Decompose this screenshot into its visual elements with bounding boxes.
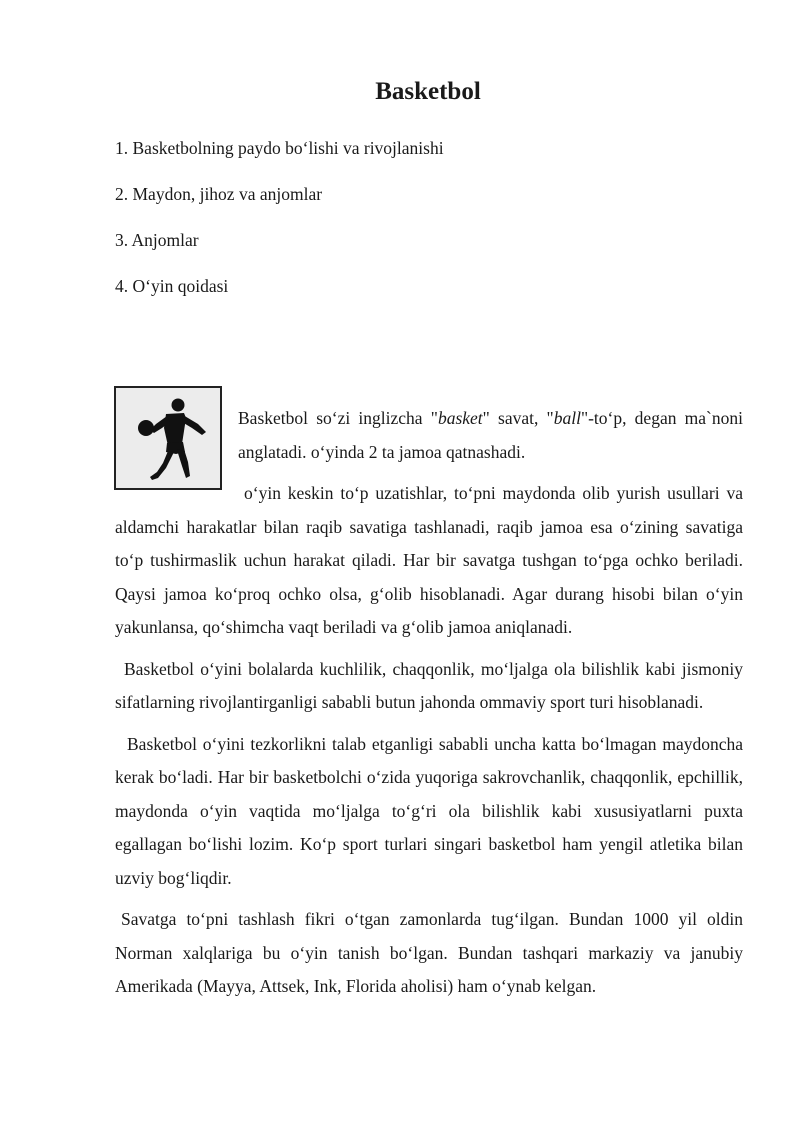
toc-item: 2. Maydon, jihoz va anjomlar bbox=[115, 184, 323, 204]
toc-item: 3. Anjomlar bbox=[115, 230, 199, 250]
word-ball: ball bbox=[553, 408, 581, 428]
intro-text: "-to‘p, degan ma`noni anglatadi. o‘yinda 2 ta jamoa qatnashadi. bbox=[238, 408, 744, 462]
intro-text: Basketbol so‘zi inglizcha " bbox=[238, 408, 438, 428]
intro-text: " savat, " bbox=[482, 408, 554, 428]
body-paragraph: o‘yin keskin to‘p uzatishlar, to‘pni maydonda olib yurish usullari va aldamchi harakatlar bilan raqib savatiga tashlanadi, raqib jamoa esa o‘zining savatiga to‘p tushirmaslik uchun harakat qiladi. Har bir savatga tushgan to‘pga ochko beriladi. Qaysi jamoa ko‘proq ochko olsa, g‘olib hisoblanadi. Agar durang hisobi bilan o‘yin yakunlansa, qo‘shimcha vaqt beriladi va g‘olib jamoa aniqlanadi. bbox=[115, 483, 743, 637]
toc-item: 4. O‘yin qoidasi bbox=[115, 276, 229, 296]
body-paragraph: Basketbol o‘yini tezkorlikni talab etganligi sababli uncha katta bo‘lmagan maydoncha kerak bo‘ladi. Har bir basketbolchi o‘zida yuqoriga sakrovchanlik, chaqqonlik, epchillik, maydonda o‘yin vaqtida mo‘ljalga to‘g‘ri ola bilishlik kabi xususiyatlarni puxta egallagan bo‘lishi lozim. Ko‘p sport turlari singari basketbol ham yengil atletika bilan uzviy bog‘liqdir. bbox=[115, 733, 743, 888]
table-of-contents bbox=[115, 135, 444, 319]
basketball-player-image bbox=[114, 386, 222, 490]
body-paragraph: Basketbol o‘yini bolalarda kuchlilik, chaqqonlik, mo‘ljalga ola bilishlik kabi jismoniy sifatlarning rivojlantirganligi sababli butun jahonda ommaviy sport turi hisoblanadi. bbox=[115, 658, 743, 712]
page-title: Basketbol bbox=[375, 78, 481, 105]
toc-item: 1. Basketbolning paydo bo‘lishi va rivojlanishi bbox=[115, 138, 444, 158]
word-basket: basket bbox=[437, 408, 483, 428]
article-body bbox=[115, 477, 743, 1012]
basketball-player-silhouette-icon bbox=[116, 388, 220, 488]
body-paragraph: Savatga to‘pni tashlash fikri o‘tgan zamonlarda tug‘ilgan. Bundan 1000 yil oldin Norman xalqlariga bu o‘yin tanish bo‘lgan. Bundan tashqari markaziy va janubiy Amerikada (Mayya, Attsek, Ink, Florida aholisi) ham o‘ynab kelgan. bbox=[115, 909, 743, 996]
intro-paragraph bbox=[238, 402, 743, 469]
